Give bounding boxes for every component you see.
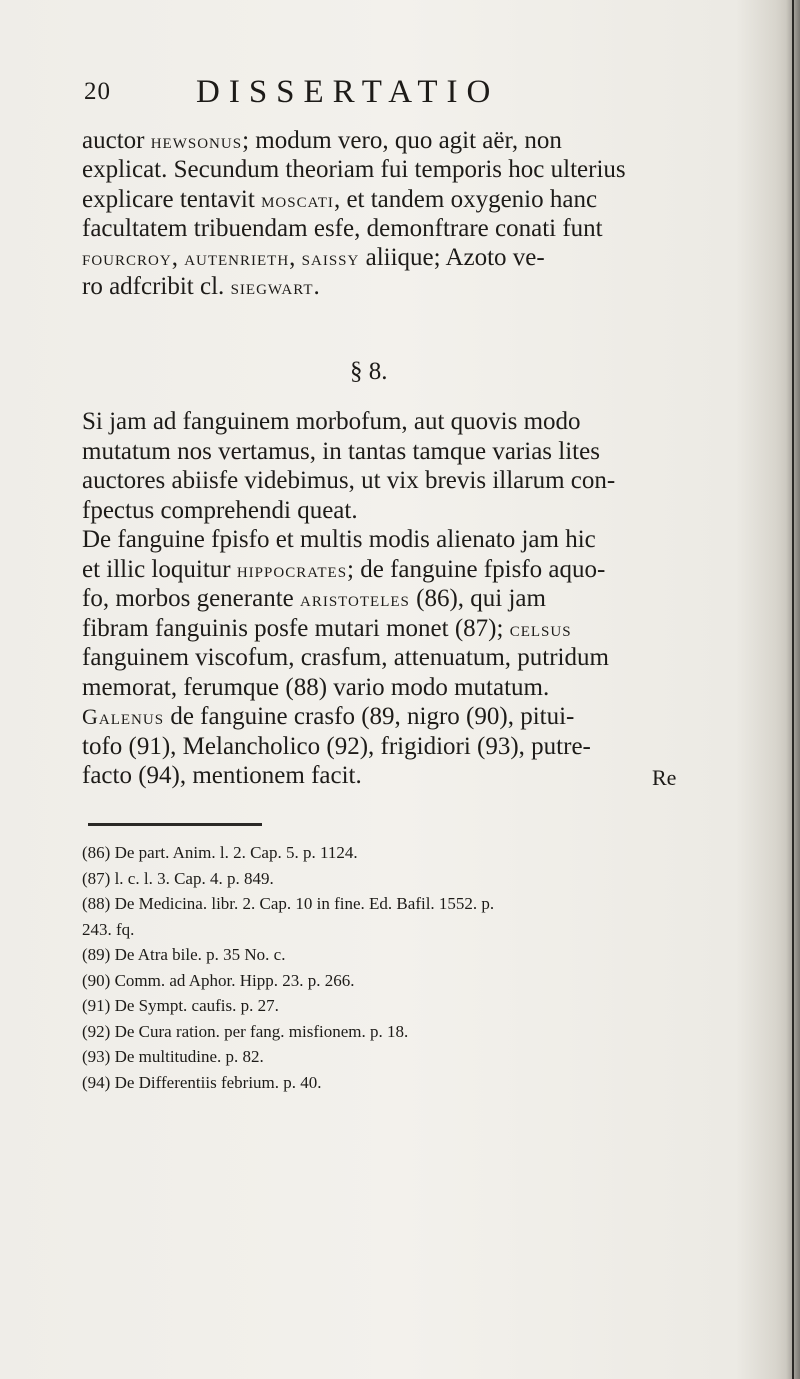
text-line: fanguinem viscofum, crasfum, attenuatum, putridum [82, 644, 609, 671]
footnote: (94) De Differentiis febrium. p. 40. [82, 1072, 322, 1092]
footnote: (91) De Sympt. caufis. p. 27. [82, 996, 279, 1015]
text-line: fo, morbos generante aristoteles (86), qui jam [82, 585, 546, 612]
text-line: fibram fanguinis posfe mutari monet (87); celsus [82, 614, 572, 642]
text-line: tofo (91), Melancholico (92), frigidiori (93), putre- [82, 732, 591, 760]
footnote-continuation: 243. fq. [82, 919, 135, 939]
text-line: auctores abiisfe videbimus, ut vix brevis illarum con- [82, 467, 616, 494]
text-line: facto (94), mentionem facit. [82, 762, 362, 789]
text-line: facultatem tribuendam esfe, demonftrare conati funt [82, 214, 603, 242]
text-line: ro adfcribit cl. siegwart. [82, 273, 320, 301]
page-header [84, 74, 644, 118]
text-line: memorat, ferumque (88) vario modo mutatum. [82, 673, 550, 701]
footnote: (90) Comm. ad Aphor. Hipp. 23. p. 266. [82, 970, 355, 990]
text-line: auctor hewsonus; modum vero, quo agit aër, non [82, 127, 562, 154]
text-line: et illic loquitur hippocrates; de fanguine fpisfo aquo- [82, 555, 606, 583]
footnote: (89) De Atra bile. p. 35 No. c. [82, 945, 286, 964]
page-edge-line [792, 0, 794, 1379]
footnote: (87) l. c. l. 3. Cap. 4. p. 849. [82, 868, 274, 888]
footnote: (93) De multitudine. p. 82. [82, 1047, 264, 1066]
running-head: DISSERTATIO [196, 74, 500, 110]
text-line: explicare tentavit moscati, et tandem oxygenio hanc [82, 185, 598, 213]
text-line: mutatum nos vertamus, in tantas tamque varias lites [82, 437, 600, 465]
text-line: fourcroy, autenrieth, saissy aliique; Azoto ve- [82, 244, 545, 272]
paragraph-2 [82, 407, 702, 791]
text-line: Galenus de fanguine crasfo (89, nigro (90), pitui- [82, 703, 575, 730]
footnote: (92) De Cura ration. per fang. misfionem. p. 18. [82, 1021, 409, 1041]
paragraph-1 [82, 126, 702, 302]
page-number: 20 [84, 78, 111, 105]
text-line: Si jam ad fanguinem morbofum, aut quovis modo [82, 408, 581, 435]
footnote: (86) De part. Anim. l. 2. Cap. 5. p. 1124. [82, 843, 358, 862]
footnote: (88) De Medicina. libr. 2. Cap. 10 in fine. Ed. Bafil. 1552. p. [82, 894, 495, 913]
footnote-rule [88, 823, 262, 826]
text-line: fpectus comprehendi queat. [82, 496, 358, 524]
catchword: Re [652, 765, 677, 790]
footnotes [82, 840, 722, 1095]
text-line: explicat. Secundum theoriam fui temporis hoc ulterius [82, 156, 626, 184]
text-line: De fanguine fpisfo et multis modis alienato jam hic [82, 526, 596, 553]
section-number: § 8. [350, 358, 388, 385]
